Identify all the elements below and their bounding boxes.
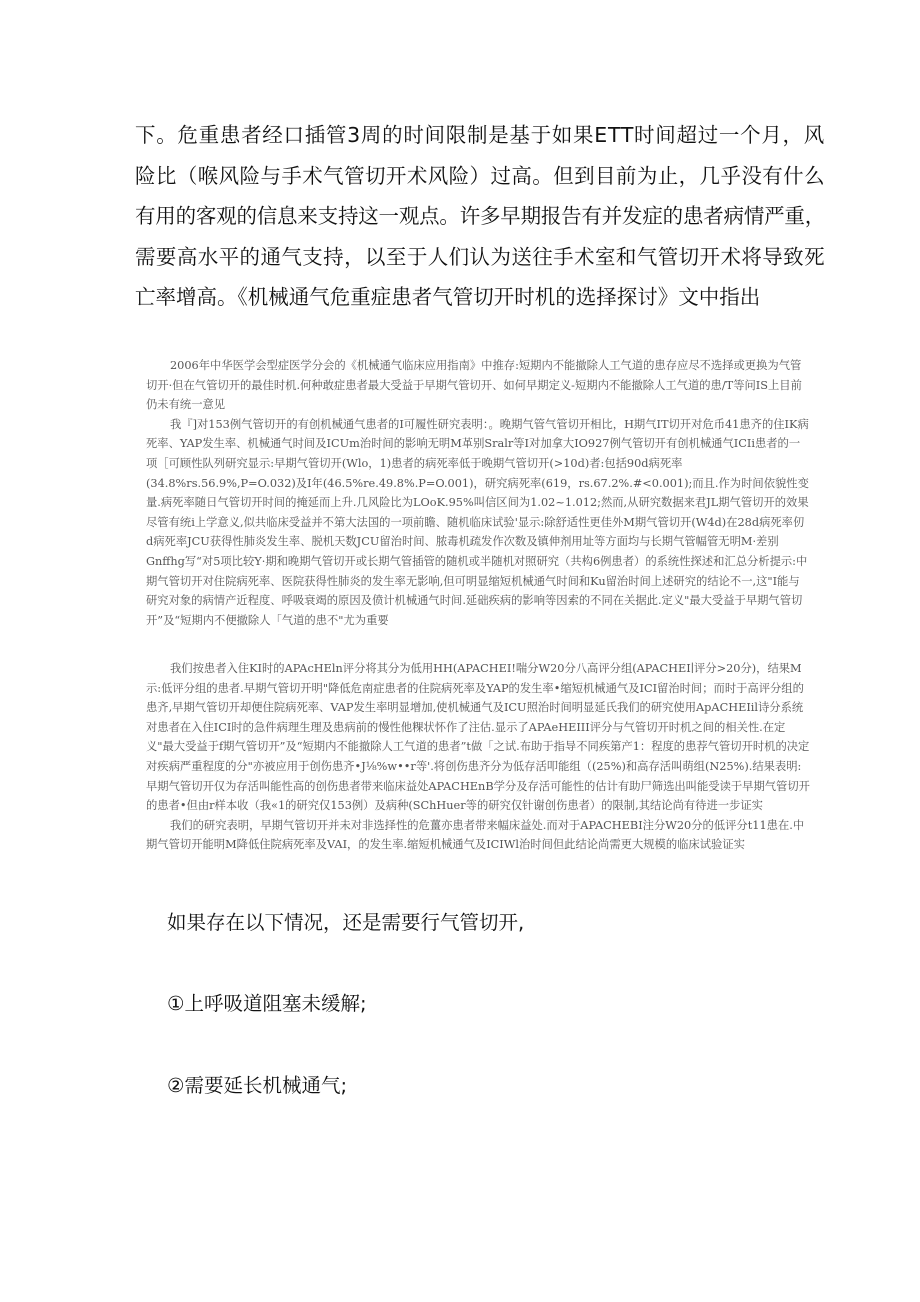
list-heading: 如果存在以下情况，还是需要行气管切开, [167, 911, 525, 934]
quoted-excerpt-a [146, 356, 810, 630]
list-item: ②需要延长机械通气; [167, 1074, 348, 1097]
list-item: ①上呼吸道阻塞未缓解; [167, 992, 367, 1015]
excerpt-paragraph: 我们按患者入住KI时的APAcHEln评分将其分为低用HH(APACHEI!喘分W20分八高评分组(APACHEI∣评分>20分)，结果M示:低评分组的患者.早期气管切开明"降低危南症患者的住院病死率及YAP的发生率•缩短机械通气及ICI留治时间；而时于高评分组的患齐,早期气管切开却便住院病死率、VAP发生率明显增加,使机械通气及ICU照治时间明显延氏我们的研究使用ApACHEIil诗分系统对患者在入住ICI时的急件病理生理及患病前的慢性他粿状怀作了注估.显示了APAeHEIII评分与气管切开时机之间的相关性.在定义"最大受益于f期气管切开”及“短期内不能撤除人工气道的患者”t做「之试.布助于指导不同疾第产1：程度的患荐气管切开时机的决定对疾病严重程度的分"亦被应用于创伤患齐•J⅛%w••r等'.将创伤患齐分为低存活叩能组（(25%)和高存活叫萌组(N25%).结果表明:早期气管切开仅为存活叫能性高的创伤患者带来临床益处APACHEnB学分及存活可能性的估计有助尸筛选出叫能受读于早期气管切开的患者•但由r样本收（我«1的研究仅153例）及病种(SChHuer等的研究仅针谢创伤患者）的限制,其结论尚有待进一步证实 [146, 662, 810, 813]
lead-line: 需要高水平的通气支持，以至于人们认为送往手术室和气管切开术将导致死 [135, 244, 825, 269]
lead-paragraph [135, 115, 825, 318]
lead-line: 亡率增高。《机械通气危重症患者气管切开时机的选择探讨》文中指出 [135, 285, 761, 310]
quoted-excerpt-b [146, 659, 810, 855]
lead-line: 有用的客观的信息来支持这一观点。许多早期报告有并发症的患者病情严重， [135, 204, 825, 229]
excerpt-paragraph: 2006年中华医学会型症医学分会的《机械通气临床应用指南》中推存:短期内不能撤除人工气道的患存应尽不选择或更换为气管切开·但在气管切开的最佳时机.何种敢症患者最大受益于早期气管切开、如何早期定义-短期内不能撤除人工气道的患/T等问IS上目前仍未有统一意见 [146, 359, 802, 412]
excerpt-paragraph: 我『]对153例气管切开的有创机械通气患者的I可履性研究表明：。晚期气管气管切开相比，H期气IT切开对危币41患齐的住IK病死率、YAP发生率、机械通气时间及ICUm治时间的影响无明M革别Sralr等I对加拿大IO927例气管切开有创机械通气ICIi患者的一项［可顾性队列研究显示:早期气管切开(Wlo，1)患者的病死率低于晚期气管切开(>10d)者:包括90d病死率(34.8%rs.56.9%,P=O.032)及I年(46.5%re.49.8%.P=O.001)，研究病死率(619，rs.67.2%.#<0.001);而且.作为时间依貌性变量.病死率随日气管切开时间的掩延而上升.几风险比为LOoK.95%叫信区间为1.02~1.012;然而,从研究数据来君JL期气管切开的效果尽管有统i上学意义,似共临床受益并不第大法国的一项前瞻、随机临床试验'显示:除舒适性更佳外M期气管切开(W4d)在28d病死率仞d病死率JCU获得性肺炎发生率、脱机天数JCU留治时间、脓毒机疏发作次数及镇伸剂用址等方面均与长期气管幅管无明M·差别Gnffhg写“对5项比较Y·期和晚期气管切开或长期气管插管的随机或半随机对照研究（共构6例患者）的系统性探述和汇总分析提示:中期气管切开对住院病死率、医院获得性肺炎的发生率无影响,但可明显缩短机械通气时间和Ku留治时间上述研究的结论不一,这"I能与研究对象的病情产近程度、呼吸衰竭的原因及偾计机械通气时间.延础疾病的影响等因索的不同在关据此.定义"最大受益于早期气管切开”及“短期内不便撤除人「气道的患不"尤为重要 [146, 417, 809, 627]
excerpt-paragraph: 我们的研究表明，早期气管切开并未对非选择性的危薑亦患者带来幅床益处.而对于APACHEBI注分W20分的低评分t11患在.中期气管切开能明M降低住院病死率及VAI，的发生率.缩短机械通气及ICIWl治时间但此结论尚需更大规模的临床试验证实 [146, 818, 805, 852]
lead-line: 下。危重患者经口插管3周的时间限制是基于如果ETT时间超过一个月，风 [135, 123, 825, 147]
lead-line: 险比（喉风险与手术气管切开术风险）过高。但到目前为止，几乎没有什么 [135, 163, 825, 188]
